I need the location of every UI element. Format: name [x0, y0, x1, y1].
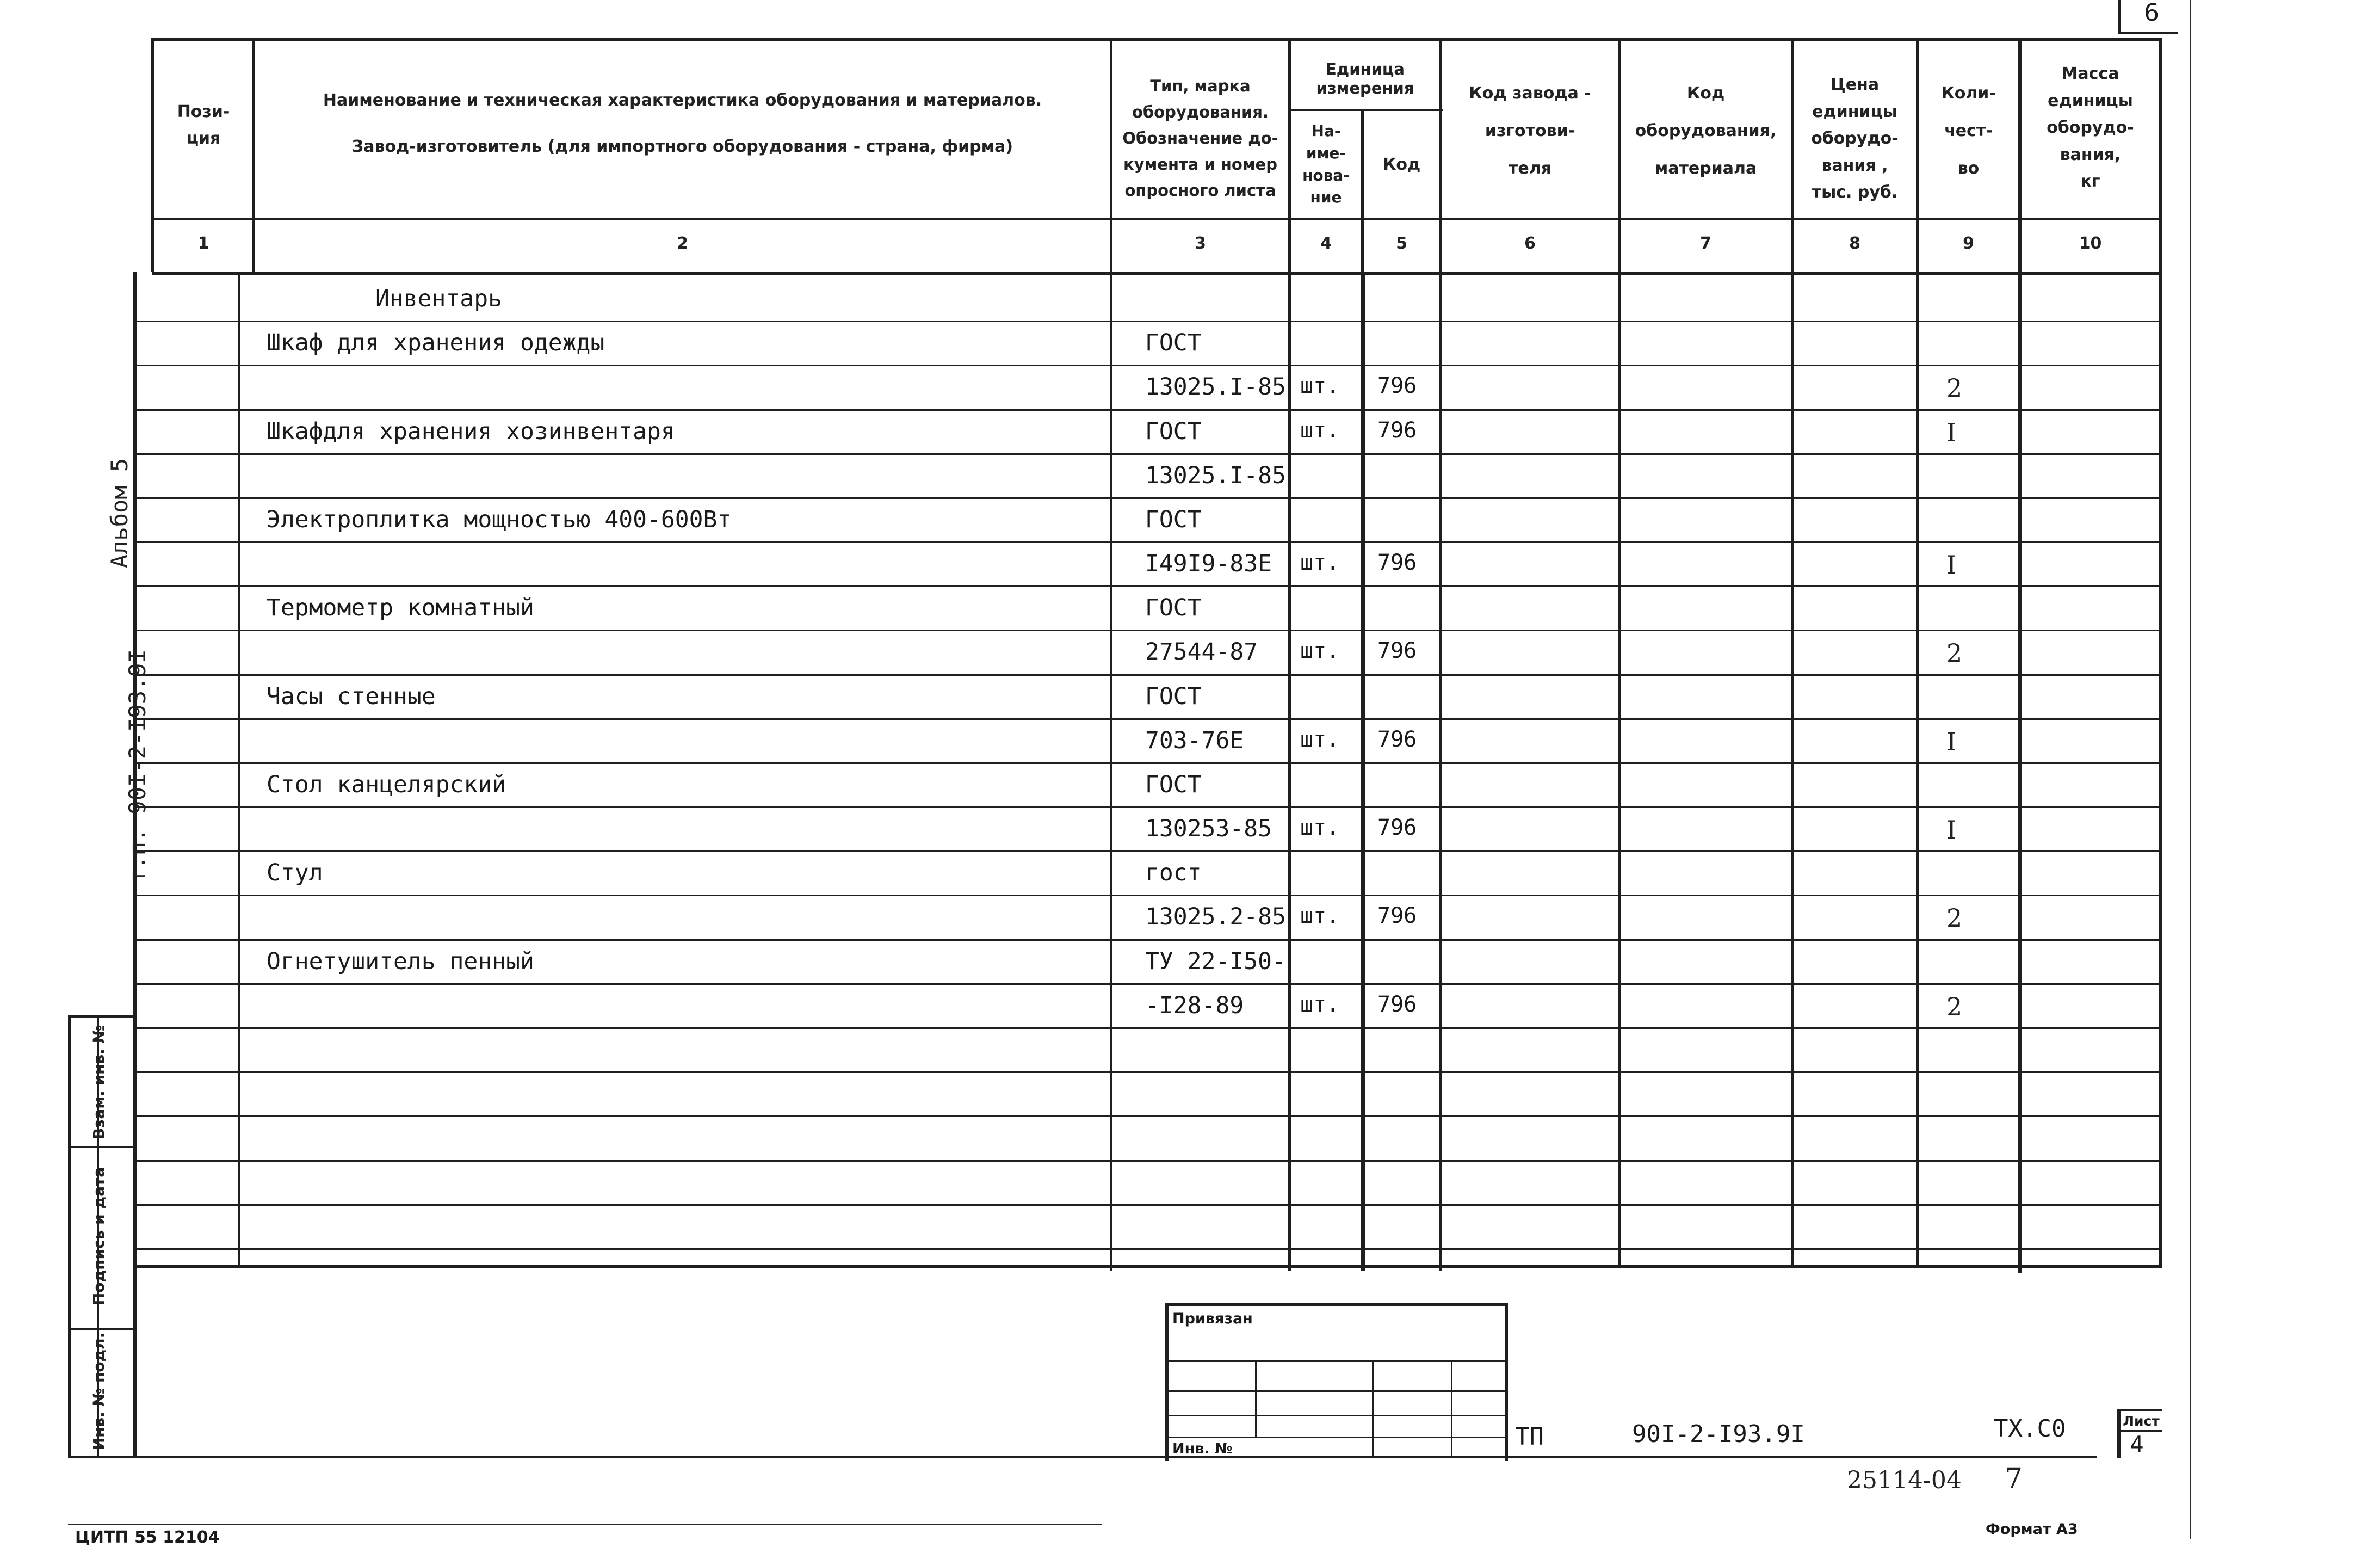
item-quantity: 2	[1946, 373, 1963, 403]
row-divider	[136, 321, 2160, 322]
title-block-privyazan: Привязан	[1172, 1310, 1253, 1327]
col-number: 9	[1963, 234, 1974, 253]
item-unit: шт.	[1300, 417, 1340, 443]
item-name: Шкафдля хранения хозинвентаря	[267, 417, 675, 445]
item-document: ГОСТ	[1145, 417, 1202, 445]
item-quantity: 2	[1946, 991, 1963, 1021]
row-divider	[136, 453, 2160, 455]
row-divider	[136, 674, 2160, 676]
item-unit: шт.	[1300, 903, 1340, 929]
col-number: 8	[1849, 234, 1860, 253]
item-document: -I28-89	[1145, 991, 1244, 1019]
handwritten-page: 7	[2005, 1463, 2023, 1495]
col-number: 10	[2079, 234, 2102, 253]
row-divider	[136, 806, 2160, 808]
item-name: Стол канцелярский	[267, 771, 506, 798]
row-divider	[136, 850, 2160, 852]
header-quantity: Коли- чест- во	[1941, 83, 1996, 178]
row-divider	[136, 1160, 2160, 1162]
item-quantity: I	[1946, 417, 1957, 447]
item-unit-code: 796	[1377, 903, 1417, 929]
title-block-code: 90I-2-I93.9I	[1632, 1420, 1805, 1448]
ciitp-label: ЦИТП 55 12104	[75, 1528, 220, 1547]
item-document: ГОСТ	[1145, 682, 1202, 710]
item-name: Часы стенные	[267, 682, 436, 710]
col-number: 5	[1396, 234, 1407, 253]
item-quantity: 2	[1946, 903, 1963, 933]
item-name: Электроплитка мощностью 400-600Вт	[267, 506, 732, 533]
item-quantity: I	[1946, 726, 1957, 756]
header-position: Пози- ция	[177, 102, 230, 148]
header-price: Цена единицы оборудо- вания , тыс. руб.	[1811, 75, 1899, 202]
item-unit: шт.	[1300, 373, 1340, 399]
row-divider	[136, 585, 2160, 587]
item-unit-code: 796	[1377, 726, 1417, 752]
item-document: ГОСТ	[1145, 594, 1202, 622]
item-unit-code: 796	[1377, 815, 1417, 841]
title-block-section: ТХ.С0	[1994, 1415, 2066, 1443]
page-number: 6	[2144, 0, 2159, 27]
side-label-album: Альбом 5	[106, 458, 133, 569]
row-divider	[136, 895, 2160, 896]
item-unit: шт.	[1300, 550, 1340, 576]
item-document: ГОСТ	[1145, 329, 1202, 357]
item-document: I49I9-83E	[1145, 550, 1272, 578]
item-unit: шт.	[1300, 638, 1340, 664]
item-unit-code: 796	[1377, 991, 1417, 1017]
row-divider	[136, 630, 2160, 631]
item-document: ГОСТ	[1145, 771, 1202, 798]
col-number: 2	[677, 234, 688, 253]
side-label-podpis: Подпись и дата	[90, 1167, 108, 1306]
item-name: Термометр комнатный	[267, 594, 534, 622]
title-block-sheet-number: 4	[2130, 1431, 2144, 1458]
item-name: Огнетушитель пенный	[267, 947, 534, 975]
col-number: 3	[1195, 234, 1206, 253]
col-number: 6	[1524, 234, 1536, 253]
header-unit-name: На- име- нова- ние	[1302, 122, 1350, 207]
header-equipment-code: Код оборудования, материала	[1635, 83, 1777, 178]
item-quantity: 2	[1946, 638, 1963, 668]
row-divider	[136, 1204, 2160, 1206]
row-divider	[136, 718, 2160, 720]
header-name-line1: Наименование и техническая характеристика оборудования и материалов.	[323, 91, 1042, 110]
item-document: ТУ 22-I50-	[1145, 947, 1286, 975]
header-unit-code: Код	[1382, 155, 1421, 174]
title-block-tp: ТП	[1515, 1423, 1544, 1451]
row-divider	[136, 762, 2160, 764]
row-divider	[136, 409, 2160, 411]
item-document: 703-76E	[1145, 726, 1244, 754]
item-unit: шт.	[1300, 991, 1340, 1017]
row-divider	[136, 1248, 2160, 1250]
title-block-inv-no: Инв. №	[1172, 1440, 1233, 1457]
item-unit: шт.	[1300, 726, 1340, 752]
row-divider	[136, 1027, 2160, 1029]
row-divider	[136, 983, 2160, 985]
item-name: Шкаф для хранения одежды	[267, 329, 605, 357]
header-unit-group: Единица измерения	[1316, 60, 1414, 97]
row-divider	[136, 497, 2160, 499]
item-name: Стул	[267, 859, 323, 887]
item-document: 13025.I-85	[1145, 373, 1286, 401]
header-mass: Масса единицы оборудо- вания, кг	[2047, 64, 2134, 192]
col-number: 7	[1700, 234, 1711, 253]
header-maker-code: Код завода - изготови- теля	[1469, 83, 1591, 178]
side-label-project: т.п. 90I-2-I93.9I	[124, 649, 151, 883]
item-quantity: I	[1946, 550, 1957, 580]
col-number: 4	[1320, 234, 1332, 253]
item-document: 13025.I-85	[1145, 461, 1286, 489]
archive-number: 25114-04	[1847, 1466, 1962, 1494]
side-label-vzam: Взам. инв. №	[90, 1025, 108, 1140]
item-document: ГОСТ	[1145, 506, 1202, 533]
header-type-doc: Тип, марка оборудования. Обозначение до- кумента и номер опросного листа	[1122, 77, 1278, 200]
header-name-line2: Завод-изготовитель (для импортного оборудования - страна, фирма)	[351, 137, 1013, 157]
item-quantity: I	[1946, 815, 1957, 845]
item-document: гост	[1145, 859, 1202, 887]
col-number: 1	[197, 234, 209, 253]
item-document: 27544-87	[1145, 638, 1258, 666]
row-divider	[136, 365, 2160, 366]
title-block-sheet-label: Лист	[2123, 1413, 2160, 1429]
item-unit-code: 796	[1377, 550, 1417, 576]
row-divider	[136, 541, 2160, 543]
row-divider	[136, 1071, 2160, 1073]
item-document: 13025.2-85	[1145, 903, 1286, 931]
row-divider	[136, 939, 2160, 941]
format-label: Формат А3	[1986, 1521, 2078, 1538]
row-divider	[136, 1115, 2160, 1117]
item-unit-code: 796	[1377, 638, 1417, 664]
item-name: Инвентарь	[375, 285, 502, 312]
item-unit: шт.	[1300, 815, 1340, 841]
item-document: 130253-85	[1145, 815, 1272, 843]
item-unit-code: 796	[1377, 417, 1417, 443]
side-label-inv-podl: Инв. № подл.	[90, 1332, 108, 1451]
item-unit-code: 796	[1377, 373, 1417, 399]
